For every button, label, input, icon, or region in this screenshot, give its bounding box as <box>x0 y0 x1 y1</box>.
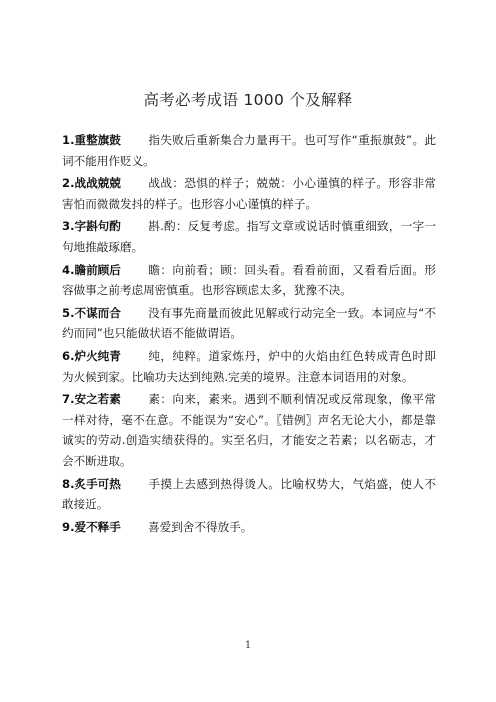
idiom-term: 3.字斟句酌 <box>62 219 121 234</box>
idiom-entry-2 <box>62 173 436 214</box>
idiom-term: 9.爱不释手 <box>62 519 121 534</box>
idiom-entry-4 <box>62 260 436 301</box>
idiom-term: 1.重整旗鼓 <box>62 133 121 147</box>
idiom-entry-5 <box>62 303 436 344</box>
idiom-entry-7 <box>62 389 436 471</box>
idiom-list <box>62 130 436 539</box>
idiom-entry-8 <box>62 474 436 515</box>
idiom-definition: 瞻：向前看；顾：回头看。看看前面，又看看后面。形容做事之前考虑周密慎重。也形容顾虑太多，犹豫不决。 <box>62 262 436 298</box>
idiom-term: 8.炙手可热 <box>62 476 121 491</box>
idiom-term: 6.炉火纯青 <box>62 348 121 363</box>
idiom-definition: 指失败后重新集合力量再干。也可写作“重振旗鼓”。此词不能用作贬义。 <box>62 133 436 168</box>
idiom-definition: 没有事先商量而彼此见解或行动完全一致。本词应与“不约而同”也只能做状语不能做谓语。 <box>62 305 436 341</box>
idiom-definition: 纯，纯粹。道家炼丹，炉中的火焰由红色转成青色时即为火候到家。比喻功夫达到纯熟.完美的境界。注意本词语用的对象。 <box>62 348 436 384</box>
page-title: 高考必考成语 1000 个及解释 <box>143 91 353 109</box>
idiom-term: 7.安之若素 <box>62 392 121 407</box>
idiom-term: 5.不谋而合 <box>62 305 121 320</box>
idiom-definition: 手摸上去感到热得烫人。比喻权势大，气焰盛，使人不敢接近。 <box>62 476 436 512</box>
idiom-definition: 战战：恐惧的样子；兢兢：小心谨慎的样子。形容非常害怕而微微发抖的样子。也形容小心谨慎的样子。 <box>62 176 436 211</box>
idiom-entry-3 <box>62 216 436 257</box>
idiom-entry-6 <box>62 346 436 387</box>
idiom-entry-9 <box>62 517 436 538</box>
page-number: 1 <box>244 640 252 651</box>
idiom-definition: 斟.酌：反复考虑。指写文章或说话时慎重细致，一字一句地推敲琢磨。 <box>62 219 436 254</box>
idiom-term: 2.战战兢兢 <box>62 176 121 191</box>
idiom-entry-1 <box>62 130 436 171</box>
idiom-term: 4.瞻前顾后 <box>62 262 121 277</box>
idiom-definition: 喜爱到舍不得放手。 <box>148 519 253 534</box>
idiom-definition: 素：向来，素来。遇到不顺利情况或反常现象，像平常一样对待，毫不在意。不能误为“安心”。〖错例〗声名无论大小，都是靠诚实的劳动.创造实绩获得的。实至名归，才能安之若素；以名砺志，才会不断进取。 <box>62 392 436 468</box>
